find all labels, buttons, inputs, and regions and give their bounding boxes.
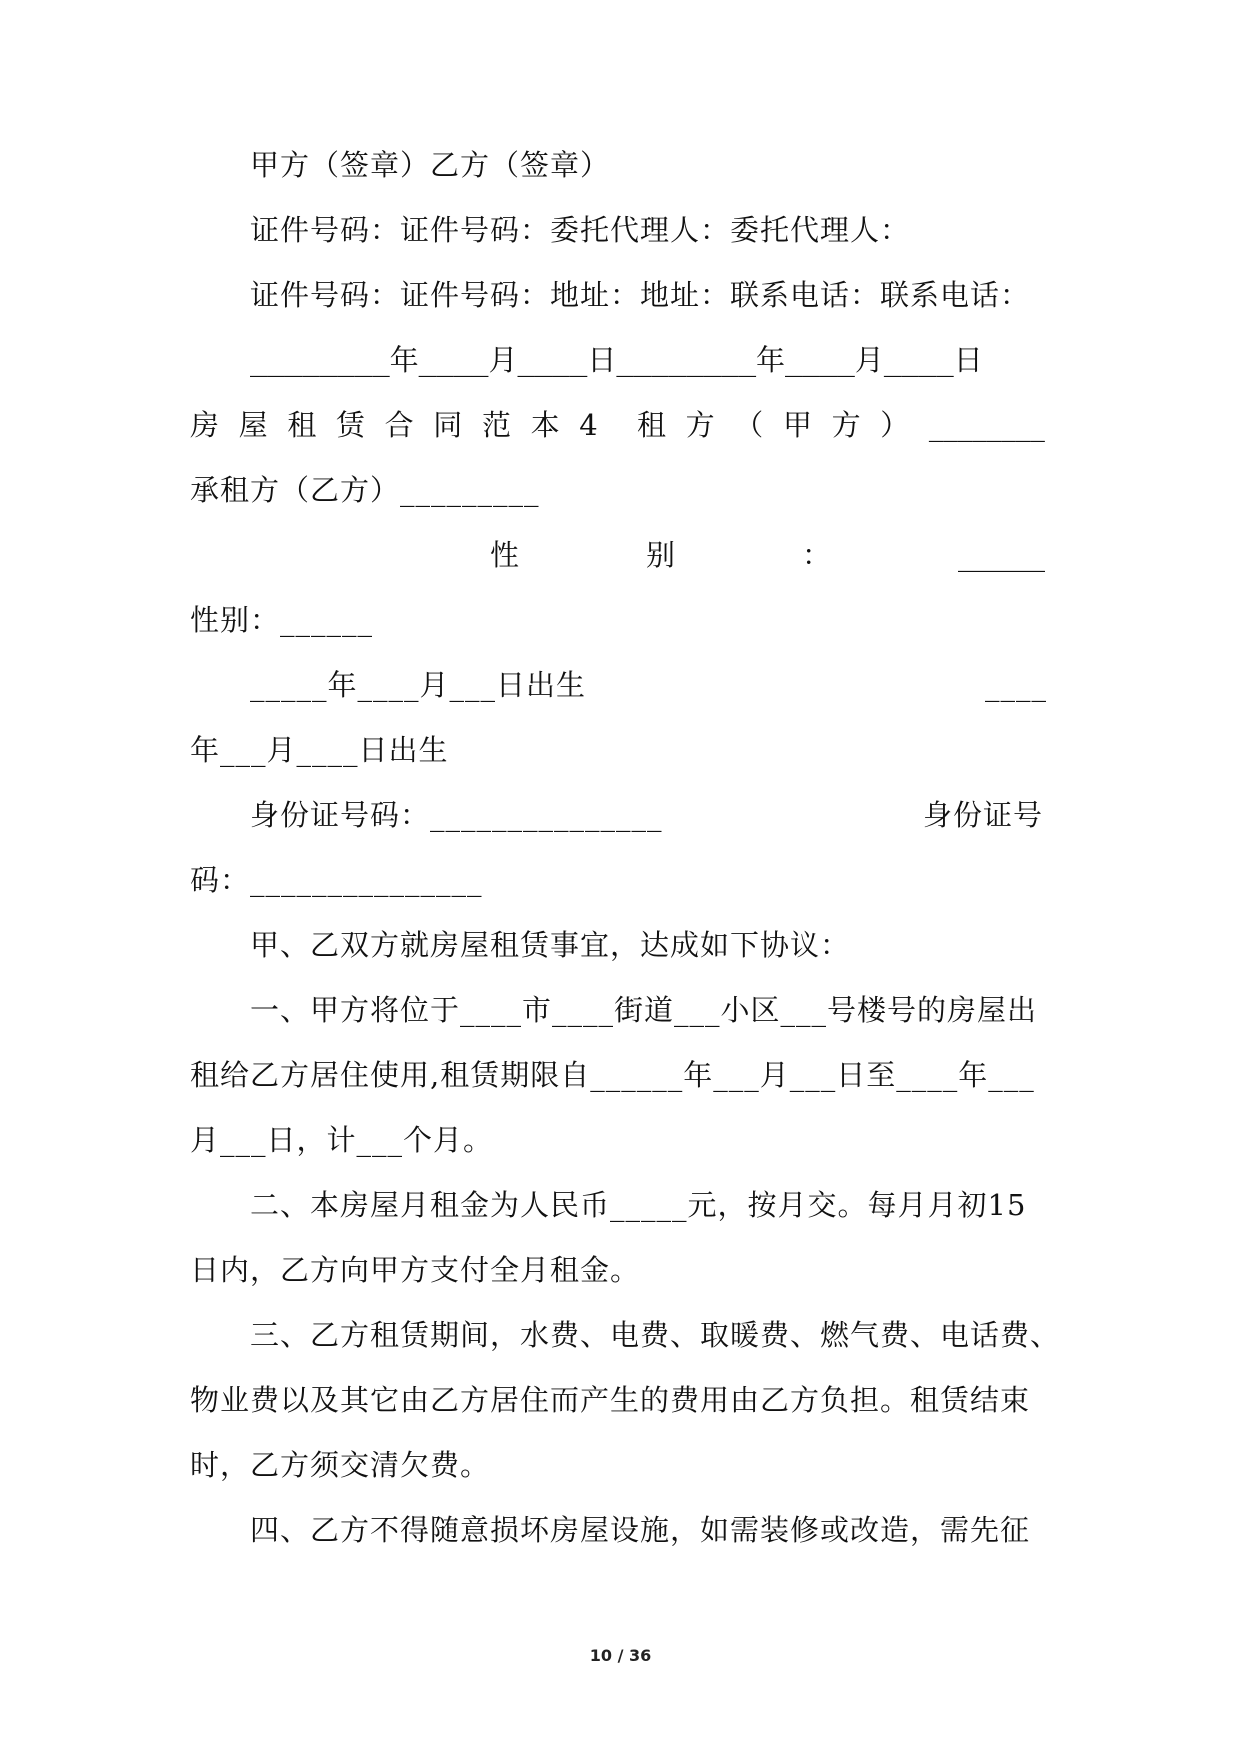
page-number: 10 / 36 — [589, 1646, 652, 1665]
title-char: 房 — [190, 408, 220, 442]
title-char: 合 — [384, 408, 414, 442]
gender-row — [490, 535, 1045, 575]
clause-2-line-1: 二、本房屋月租金为人民币_____元，按月交。每月月初15 — [250, 1188, 1027, 1222]
title-char: 4 — [579, 408, 598, 442]
title-char: 同 — [433, 408, 463, 442]
gender-colon: ： — [802, 538, 832, 572]
title-char: 租 — [287, 408, 317, 442]
title-char: ） — [880, 408, 910, 442]
clause-1-line-2: 租给乙方居住使用,租赁期限自______年___月___日至____年___ — [190, 1058, 1035, 1092]
title-blank: ________ — [928, 408, 1045, 442]
gender-line: 性别：______ — [190, 603, 374, 637]
id-number-line: 身份证号码：_______________ — [250, 798, 663, 832]
id-address-phone-line: 证件号码：证件号码：地址：地址：联系电话：联系电话： — [250, 278, 1031, 312]
birth-date-line-2: 年___月____日出生 — [190, 733, 449, 767]
title-char: 方 — [831, 408, 861, 442]
birth-date-line: _____年____月___日出生 — [250, 668, 587, 702]
title-char: 屋 — [238, 408, 268, 442]
clause-3-line-2: 物业费以及其它由乙方居住而产生的费用由乙方负担。租赁结束 — [190, 1383, 1031, 1417]
id-number-line-2: 码：_______________ — [190, 863, 483, 897]
gender-char: 性 — [490, 538, 520, 572]
clause-4-line-1: 四、乙方不得随意损坏房屋设施，如需装修或改造，需先征 — [250, 1513, 1031, 1547]
title-char: 本 — [530, 408, 560, 442]
title-char: （ — [734, 408, 764, 442]
birth-date-blank-right: ____ — [985, 668, 1047, 702]
clause-1-line-3: 月___日，计___个月。 — [190, 1123, 494, 1157]
lessee-line: 承租方（乙方）_________ — [190, 473, 540, 507]
date-line: ________年____月____日________年____月____日 — [250, 343, 983, 377]
clause-3-line-1: 三、乙方租赁期间，水费、电费、取暖费、燃气费、电话费、 — [250, 1318, 1061, 1352]
title-char: 方 — [685, 408, 715, 442]
title-char: 租 — [636, 408, 666, 442]
signature-line: 甲方（签章）乙方（签章） — [250, 148, 611, 182]
id-agent-line: 证件号码：证件号码：委托代理人：委托代理人： — [250, 213, 911, 247]
id-number-label-right: 身份证号 — [923, 798, 1044, 832]
agreement-intro: 甲、乙双方就房屋租赁事宜，达成如下协议： — [250, 928, 851, 962]
clause-3-line-3: 时，乙方须交清欠费。 — [190, 1448, 491, 1482]
gender-char: 别 — [646, 538, 676, 572]
title-char: 范 — [481, 408, 511, 442]
contract-title-row — [190, 405, 1045, 445]
clause-2-line-2: 日内，乙方向甲方支付全月租金。 — [190, 1253, 641, 1287]
title-char: 甲 — [782, 408, 812, 442]
title-char: 赁 — [335, 408, 365, 442]
gender-blank: ______ — [958, 538, 1045, 572]
clause-1-line-1: 一、甲方将位于____市____街道___小区___号楼号的房屋出 — [250, 993, 1038, 1027]
